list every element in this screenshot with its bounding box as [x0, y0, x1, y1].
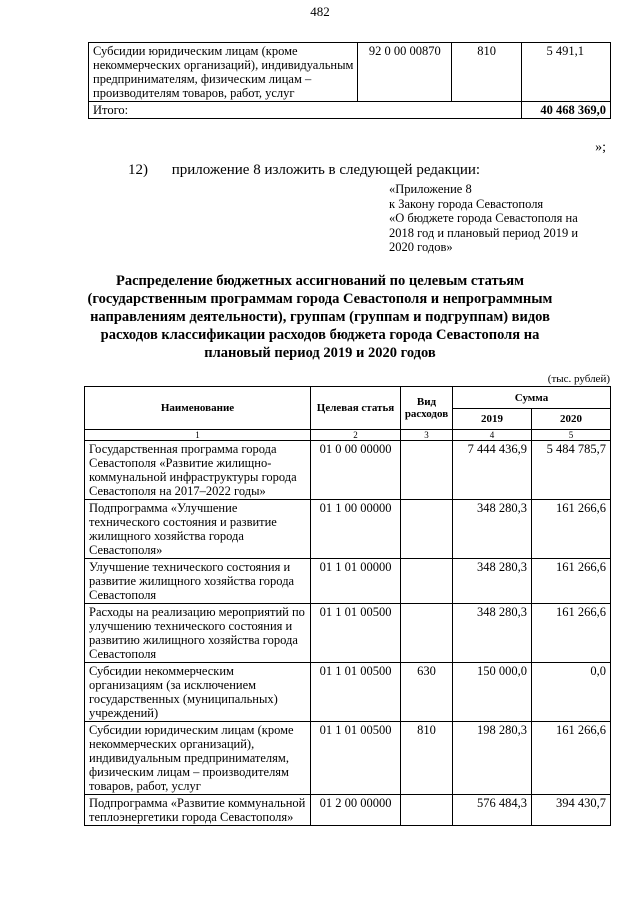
row-2020: 5 484 785,7: [532, 441, 611, 500]
row-type: 630: [401, 663, 453, 722]
table-row: [85, 795, 611, 826]
row-expense-type: 810: [452, 43, 522, 102]
row-code: 01 1 01 00500: [311, 722, 401, 795]
header-code: Целевая статья: [311, 387, 401, 430]
row-2019: 150 000,0: [453, 663, 532, 722]
appendix-line: «Приложение 8: [389, 182, 472, 196]
appendix-line: «О бюджете города Севастополя на: [389, 211, 578, 225]
row-type: [401, 604, 453, 663]
appendix-line: к Закону города Севастополя: [389, 196, 544, 211]
closing-mark: »;: [595, 140, 606, 155]
row-2020: 161 266,6: [532, 722, 611, 795]
row-name: Государственная программа города Севастополя «Развитие жилищно-коммунальной инфраструктуры города Севастополя на 2017–2022 годы»: [85, 441, 311, 500]
column-index: 1: [85, 430, 311, 441]
table-row: [89, 43, 611, 102]
row-2019: 198 280,3: [453, 722, 532, 795]
total-row: [89, 102, 611, 119]
appendix-reference: [389, 182, 601, 255]
row-code: 01 1 00 00000: [311, 500, 401, 559]
header-2020: 2020: [532, 409, 611, 430]
row-type: [401, 500, 453, 559]
row-name: Субсидии юридическим лицам (кроме некоммерческих организаций), индивидуальным предпринимателям, физическим лицам – производителям товаров, работ, услуг: [89, 43, 358, 102]
row-code: 01 1 01 00500: [311, 663, 401, 722]
row-2020: 394 430,7: [532, 795, 611, 826]
section-heading: Распределение бюджетных ассигнований по целевым статьям (государственным программам города Севастополя и непрограммным направлениям деятельности), группам (группам и подгруппам) видов расходов классификации расходов бюджета города Севастополя на плановый период 2019 и 2020 годов: [87, 273, 553, 361]
amendment-item: [128, 162, 480, 179]
row-2019: 348 280,3: [453, 604, 532, 663]
previous-table-fragment: [88, 42, 611, 119]
header-type: Вид расходов: [401, 387, 453, 430]
row-name: Субсидии некоммерческим организациям (за исключением государственных (муниципальных) учреждений): [85, 663, 311, 722]
total-amount: 40 468 369,0: [522, 102, 611, 119]
row-2019: 576 484,3: [453, 795, 532, 826]
row-name: Субсидии юридическим лицам (кроме некоммерческих организаций), индивидуальным предпринимателям, физическим лицам – производителям товаров, работ, услуг: [85, 722, 311, 795]
row-name: Улучшение технического состояния и развитие жилищного хозяйства города Севастополя: [85, 559, 311, 604]
units-label: (тыс. рублей): [547, 373, 610, 385]
column-index: 4: [453, 430, 532, 441]
row-code: 01 1 01 00000: [311, 559, 401, 604]
row-2020: 0,0: [532, 663, 611, 722]
row-2020: 161 266,6: [532, 500, 611, 559]
table-row: [85, 441, 611, 500]
row-type: 810: [401, 722, 453, 795]
page-number: 482: [310, 4, 330, 19]
row-name: Подпрограмма «Улучшение технического состояния и развитие жилищного хозяйства города Севастополя»: [85, 500, 311, 559]
budget-table: [84, 386, 611, 826]
row-amount: 5 491,1: [522, 43, 611, 102]
table-row: [85, 604, 611, 663]
item-text: приложение 8 изложить в следующей редакции:: [171, 162, 481, 178]
row-type: [401, 795, 453, 826]
header-name: Наименование: [85, 387, 311, 430]
column-index: 3: [401, 430, 453, 441]
column-index: 2: [311, 430, 401, 441]
row-type: [401, 559, 453, 604]
appendix-line: 2018 год и плановый период 2019 и: [389, 225, 579, 240]
row-2020: 161 266,6: [532, 604, 611, 663]
header-2019: 2019: [453, 409, 532, 430]
column-index: 5: [532, 430, 611, 441]
row-2019: 348 280,3: [453, 559, 532, 604]
table-row: [85, 559, 611, 604]
table-row: [85, 663, 611, 722]
total-label: Итого:: [89, 102, 522, 119]
column-index-row: [85, 430, 611, 441]
row-2020: 161 266,6: [532, 559, 611, 604]
row-code: 92 0 00 00870: [358, 43, 452, 102]
row-type: [401, 441, 453, 500]
table-row: [85, 500, 611, 559]
row-code: 01 1 01 00500: [311, 604, 401, 663]
row-name: Подпрограмма «Развитие коммунальной теплоэнергетики города Севастополя»: [85, 795, 311, 826]
item-number: 12): [128, 162, 148, 178]
row-name: Расходы на реализацию мероприятий по улучшению технического состояния и развитию жилищного хозяйства города Севастополя: [85, 604, 311, 663]
row-2019: 7 444 436,9: [453, 441, 532, 500]
appendix-line: 2020 годов»: [389, 240, 453, 254]
header-sum: Сумма: [453, 387, 611, 409]
row-2019: 348 280,3: [453, 500, 532, 559]
row-code: 01 0 00 00000: [311, 441, 401, 500]
table-row: [85, 722, 611, 795]
row-code: 01 2 00 00000: [311, 795, 401, 826]
